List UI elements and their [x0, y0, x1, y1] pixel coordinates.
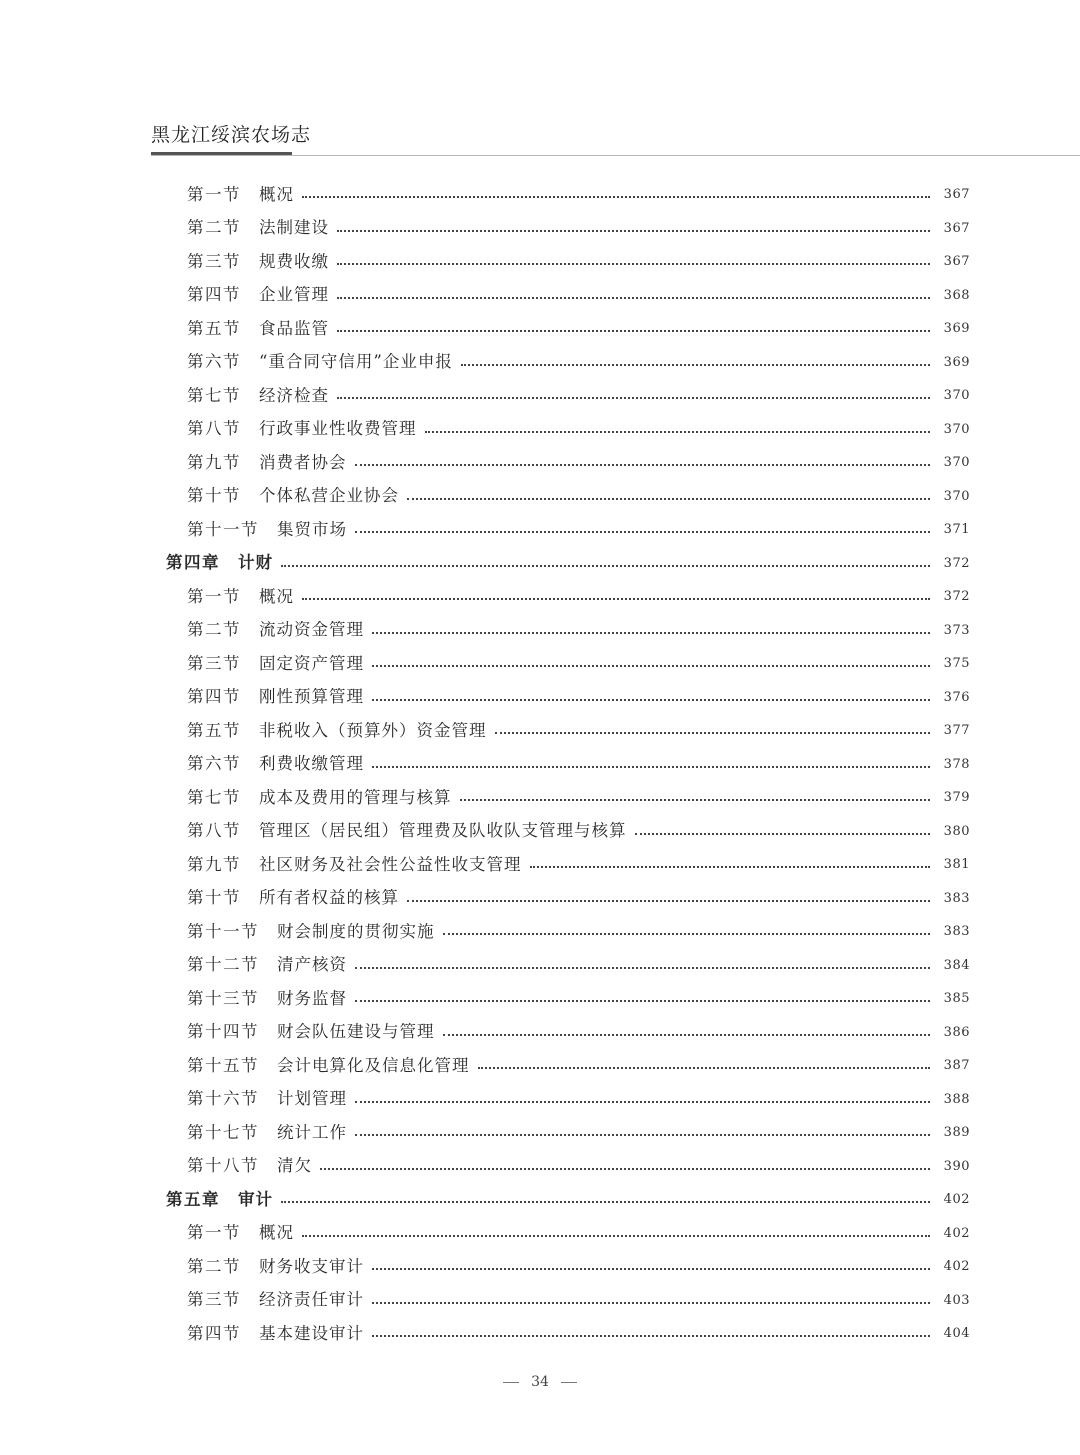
toc-dot-leader [337, 396, 930, 399]
toc-dot-leader [530, 865, 931, 868]
toc-dot-leader [355, 1100, 930, 1103]
header-rule [151, 155, 1080, 156]
toc-entry-title: 固定资产管理 [259, 653, 364, 673]
toc-section-entry[interactable] [0, 846, 1080, 880]
toc-entry-title: 经济检查 [259, 385, 329, 405]
toc-entry-number: 第三节 [187, 1290, 241, 1310]
toc-section-entry[interactable] [0, 478, 1080, 512]
toc-entry-title: 财会队伍建设与管理 [277, 1022, 435, 1042]
toc-entry-page: 372 [943, 555, 970, 571]
toc-section-entry[interactable] [0, 880, 1080, 914]
toc-entry-page: 373 [943, 622, 970, 638]
toc-dot-leader [495, 731, 931, 734]
toc-entry-title: 消费者协会 [259, 452, 347, 472]
toc-section-entry[interactable] [0, 1114, 1080, 1148]
toc-entry-page: 402 [943, 1192, 970, 1208]
toc-entry-number: 第四节 [187, 687, 241, 707]
toc-entry-number: 第九节 [187, 452, 241, 472]
toc-entry-page: 370 [943, 388, 970, 404]
toc-section-entry[interactable] [0, 1282, 1080, 1316]
toc-entry-title: 概况 [259, 1223, 294, 1243]
toc-dot-leader [372, 631, 930, 634]
toc-section-entry[interactable] [0, 679, 1080, 713]
toc-section-entry[interactable] [0, 612, 1080, 646]
toc-entry-number: 第十节 [187, 486, 241, 506]
toc-section-entry[interactable] [0, 813, 1080, 847]
toc-entry-page: 383 [943, 924, 970, 940]
toc-section-entry[interactable] [0, 1014, 1080, 1048]
toc-entry-number: 第十七节 [187, 1122, 259, 1142]
toc-section-entry[interactable] [0, 980, 1080, 1014]
toc-entry-title: 社区财务及社会性公益性收支管理 [259, 854, 522, 874]
toc-entry-title: 会计电算化及信息化管理 [277, 1055, 470, 1075]
toc-section-entry[interactable] [0, 277, 1080, 311]
toc-entry-title: 基本建设审计 [259, 1323, 364, 1343]
toc-entry-title: 利费收缴管理 [259, 754, 364, 774]
toc-dot-leader [443, 932, 931, 935]
toc-entry-title: 经济责任审计 [259, 1290, 364, 1310]
toc-entry-number: 第十一节 [187, 921, 259, 941]
page-footer [0, 1374, 1080, 1390]
toc-entry-title: 概况 [259, 586, 294, 606]
toc-entry-page: 385 [943, 991, 970, 1007]
toc-entry-number: 第三节 [187, 653, 241, 673]
toc-entry-page: 379 [943, 790, 970, 806]
toc-entry-title: 成本及费用的管理与核算 [259, 787, 452, 807]
toc-dot-leader [281, 1200, 930, 1203]
toc-entry-page: 386 [943, 1024, 970, 1040]
toc-dot-leader [460, 798, 931, 801]
toc-entry-title: 概况 [259, 184, 294, 204]
toc-entry-page: 368 [943, 287, 970, 303]
toc-entry-title: 计财 [238, 553, 273, 573]
toc-entry-page: 370 [943, 421, 970, 437]
toc-section-entry[interactable] [0, 411, 1080, 445]
toc-dot-leader [372, 1301, 930, 1304]
footer-dash-right [561, 1382, 577, 1383]
toc-dot-leader [302, 597, 930, 600]
toc-section-entry[interactable] [0, 344, 1080, 378]
toc-entry-title: 统计工作 [277, 1122, 347, 1142]
toc-dot-leader [355, 530, 930, 533]
toc-entry-page: 384 [943, 957, 970, 973]
toc-entry-page: 389 [943, 1125, 970, 1141]
toc-section-entry[interactable] [0, 578, 1080, 612]
toc-entry-page: 388 [943, 1091, 970, 1107]
book-title: 黑龙江绥滨农场志 [151, 124, 312, 146]
toc-dot-leader [372, 664, 930, 667]
toc-dot-leader [407, 899, 930, 902]
toc-dot-leader [302, 195, 930, 198]
toc-entry-number: 第三节 [187, 251, 241, 271]
toc-entry-page: 377 [943, 723, 970, 739]
toc-entry-title: 财会制度的贯彻实施 [277, 921, 435, 941]
toc-dot-leader [337, 329, 930, 332]
toc-section-entry[interactable] [0, 176, 1080, 210]
toc-entry-page: 372 [943, 589, 970, 605]
toc-entry-title: 非税收入（预算外）资金管理 [259, 720, 487, 740]
toc-entry-title: 所有者权益的核算 [259, 888, 399, 908]
toc-entry-page: 381 [943, 857, 970, 873]
toc-dot-leader [337, 229, 930, 232]
toc-entry-page: 402 [943, 1225, 970, 1241]
toc-entry-page: 380 [943, 823, 970, 839]
toc-entry-page: 369 [943, 354, 970, 370]
toc-entry-number: 第二节 [187, 1256, 241, 1276]
table-of-contents [0, 176, 1080, 1349]
toc-dot-leader [461, 363, 930, 366]
toc-entry-number: 第一节 [187, 184, 241, 204]
toc-entry-page: 367 [943, 187, 970, 203]
toc-entry-title: 财务监督 [277, 988, 347, 1008]
toc-section-entry[interactable] [0, 746, 1080, 780]
toc-entry-title: 清产核资 [277, 955, 347, 975]
toc-entry-title: 食品监管 [259, 318, 329, 338]
toc-entry-page: 383 [943, 890, 970, 906]
toc-entry-title: 企业管理 [259, 285, 329, 305]
toc-dot-leader [320, 1167, 930, 1170]
toc-entry-number: 第十一节 [187, 519, 259, 539]
toc-dot-leader [355, 966, 930, 969]
toc-entry-number: 第四节 [187, 1323, 241, 1343]
toc-dot-leader [281, 564, 930, 567]
toc-section-entry[interactable] [0, 1215, 1080, 1249]
toc-dot-leader [337, 262, 930, 265]
toc-entry-page: 370 [943, 455, 970, 471]
toc-section-entry[interactable] [0, 1248, 1080, 1282]
toc-entry-page: 367 [943, 220, 970, 236]
toc-dot-leader [302, 1234, 930, 1237]
toc-entry-number: 第一节 [187, 1223, 241, 1243]
toc-entry-title: 个体私营企业协会 [259, 486, 399, 506]
toc-dot-leader [407, 497, 930, 500]
toc-entry-title: “重合同守信用”企业申报 [259, 352, 453, 372]
toc-dot-leader [337, 296, 930, 299]
toc-entry-number: 第十八节 [187, 1156, 259, 1176]
toc-entry-page: 376 [943, 689, 970, 705]
toc-entry-page: 378 [943, 756, 970, 772]
toc-entry-number: 第七节 [187, 385, 241, 405]
toc-entry-page: 387 [943, 1058, 970, 1074]
toc-entry-number: 第十五节 [187, 1055, 259, 1075]
toc-section-entry[interactable] [0, 645, 1080, 679]
toc-entry-page: 375 [943, 656, 970, 672]
toc-dot-leader [372, 1334, 930, 1337]
toc-entry-number: 第二节 [187, 218, 241, 238]
toc-entry-number: 第八节 [187, 419, 241, 439]
toc-dot-leader [355, 463, 931, 466]
toc-section-entry[interactable] [0, 947, 1080, 981]
toc-dot-leader [478, 1066, 931, 1069]
toc-section-entry[interactable] [0, 913, 1080, 947]
toc-dot-leader [372, 1267, 930, 1270]
toc-entry-title: 法制建设 [259, 218, 329, 238]
toc-dot-leader [355, 1133, 930, 1136]
toc-dot-leader [372, 765, 930, 768]
toc-dot-leader [635, 832, 931, 835]
toc-entry-number: 第五节 [187, 720, 241, 740]
toc-entry-number: 第十四节 [187, 1022, 259, 1042]
toc-entry-page: 369 [943, 321, 970, 337]
toc-section-entry[interactable] [0, 243, 1080, 277]
page-number: 34 [531, 1374, 549, 1390]
toc-section-entry[interactable] [0, 779, 1080, 813]
toc-entry-number: 第二节 [187, 620, 241, 640]
toc-section-entry[interactable] [0, 1081, 1080, 1115]
toc-entry-number: 第四章 [166, 553, 220, 573]
toc-entry-number: 第十三节 [187, 988, 259, 1008]
toc-entry-page: 367 [943, 254, 970, 270]
toc-entry-number: 第六节 [187, 352, 241, 372]
toc-entry-title: 财务收支审计 [259, 1256, 364, 1276]
toc-dot-leader [425, 430, 931, 433]
toc-section-entry[interactable] [0, 1315, 1080, 1349]
toc-entry-title: 管理区（居民组）管理费及队收队支管理与核算 [259, 821, 627, 841]
toc-entry-number: 第七节 [187, 787, 241, 807]
toc-chapter-entry[interactable] [0, 545, 1080, 579]
toc-section-entry[interactable] [0, 511, 1080, 545]
toc-entry-page: 371 [943, 522, 970, 538]
toc-entry-number: 第十节 [187, 888, 241, 908]
toc-entry-title: 清欠 [277, 1156, 312, 1176]
toc-section-entry[interactable] [0, 1148, 1080, 1182]
toc-entry-title: 集贸市场 [277, 519, 347, 539]
toc-entry-number: 第九节 [187, 854, 241, 874]
toc-entry-number: 第十六节 [187, 1089, 259, 1109]
toc-section-entry[interactable] [0, 210, 1080, 244]
toc-chapter-entry[interactable] [0, 1181, 1080, 1215]
toc-entry-number: 第十二节 [187, 955, 259, 975]
toc-entry-title: 规费收缴 [259, 251, 329, 271]
toc-entry-page: 370 [943, 488, 970, 504]
toc-entry-number: 第五节 [187, 318, 241, 338]
toc-entry-number: 第五章 [166, 1189, 220, 1209]
toc-entry-title: 刚性预算管理 [259, 687, 364, 707]
toc-entry-title: 计划管理 [277, 1089, 347, 1109]
toc-entry-number: 第六节 [187, 754, 241, 774]
toc-entry-title: 流动资金管理 [259, 620, 364, 640]
toc-section-entry[interactable] [0, 444, 1080, 478]
toc-entry-page: 390 [943, 1158, 970, 1174]
footer-dash-left [503, 1382, 519, 1383]
toc-section-entry[interactable] [0, 310, 1080, 344]
toc-entry-page: 403 [943, 1292, 970, 1308]
toc-dot-leader [372, 698, 930, 701]
toc-entry-page: 402 [943, 1259, 970, 1275]
toc-dot-leader [355, 999, 930, 1002]
toc-section-entry[interactable] [0, 1047, 1080, 1081]
toc-entry-number: 第一节 [187, 586, 241, 606]
toc-section-entry[interactable] [0, 712, 1080, 746]
toc-entry-title: 行政事业性收费管理 [259, 419, 417, 439]
toc-entry-page: 404 [943, 1326, 970, 1342]
toc-entry-number: 第八节 [187, 821, 241, 841]
toc-section-entry[interactable] [0, 377, 1080, 411]
toc-dot-leader [443, 1033, 931, 1036]
toc-entry-title: 审计 [238, 1189, 273, 1209]
toc-entry-number: 第四节 [187, 285, 241, 305]
